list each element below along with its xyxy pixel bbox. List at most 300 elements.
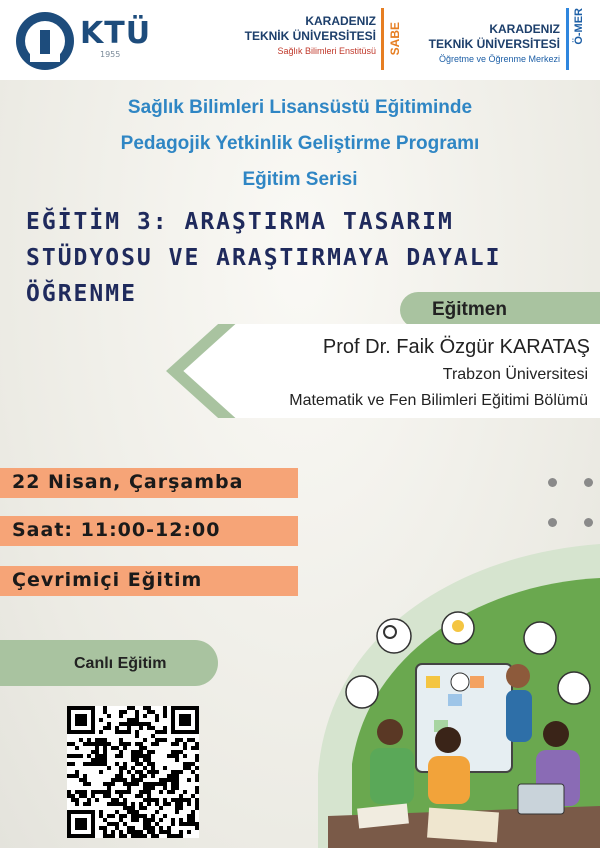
dot [548,518,557,527]
event-mode: Çevrimiçi Eğitim [12,569,203,591]
program-line3: Eğitim Serisi [242,169,358,190]
qr-module [75,798,79,802]
qr-module [167,802,171,806]
qr-module [91,762,95,766]
qr-module [131,802,135,806]
qr-module [171,750,175,754]
qr-module [175,754,179,758]
qr-module [111,822,115,826]
qr-module [195,826,199,830]
qr-module [139,794,143,798]
qr-module [111,830,115,834]
qr-module [71,774,75,778]
qr-code[interactable] [67,706,199,838]
qr-module [195,766,199,770]
qr-module [95,746,99,750]
qr-module [103,830,107,834]
qr-module [191,818,195,822]
microscope-bubble-icon [558,672,590,704]
qr-module [171,754,175,758]
qr-module [163,798,167,802]
qr-module [119,738,123,742]
qr-module [175,742,179,746]
qr-module [115,746,119,750]
ktu-logo-text: KTÜ [80,16,152,51]
qr-module [103,738,107,742]
qr-module [143,834,147,838]
qr-module [147,754,151,758]
qr-module [119,790,123,794]
qr-module [195,754,199,758]
qr-module [103,750,107,754]
qr-module [107,794,111,798]
qr-module [95,758,99,762]
mode-bar [0,566,298,596]
qr-module [99,738,103,742]
qr-module [99,754,103,758]
qr-module [151,762,155,766]
qr-module [143,814,147,818]
qr-module [147,722,151,726]
qr-module [67,754,71,758]
qr-finder [75,714,87,726]
qr-module [103,754,107,758]
qr-module [131,818,135,822]
qr-module [127,726,131,730]
qr-module [131,774,135,778]
qr-module [119,766,123,770]
sabe-line2: TEKNİK ÜNİVERSİTESİ [244,29,376,43]
qr-module [131,758,135,762]
qr-module [123,746,127,750]
qr-module [127,830,131,834]
omer-sub: Öğretme ve Öğrenme Merkezi [438,54,560,64]
qr-module [175,778,179,782]
qr-module [151,786,155,790]
qr-module [139,754,143,758]
qr-module [99,814,103,818]
qr-module [163,786,167,790]
qr-module [151,774,155,778]
qr-module [91,790,95,794]
qr-module [135,758,139,762]
qr-module [179,770,183,774]
qr-module [155,810,159,814]
qr-module [191,794,195,798]
qr-module [103,818,107,822]
qr-module [95,742,99,746]
qr-module [171,822,175,826]
qr-module [95,762,99,766]
lightbulb-icon [452,620,464,632]
qr-module [151,798,155,802]
qr-module [183,798,187,802]
qr-module [159,830,163,834]
qr-module [75,790,79,794]
qr-module [151,834,155,838]
qr-module [171,834,175,838]
qr-module [163,726,167,730]
qr-module [107,714,111,718]
qr-module [155,834,159,838]
omer-institution [412,22,560,66]
qr-module [107,790,111,794]
qr-module [167,778,171,782]
qr-module [99,770,103,774]
qr-module [91,758,95,762]
qr-module [155,802,159,806]
qr-module [183,762,187,766]
qr-module [155,770,159,774]
qr-module [99,742,103,746]
qr-module [155,738,159,742]
qr-module [159,826,163,830]
person-head [377,719,403,745]
qr-module [111,802,115,806]
qr-module [175,758,179,762]
person-head [506,664,530,688]
qr-module [151,726,155,730]
qr-module [135,714,139,718]
qr-module [147,782,151,786]
qr-module [191,810,195,814]
qr-module [151,770,155,774]
qr-module [99,730,103,734]
qr-module [175,810,179,814]
qr-module [111,798,115,802]
qr-module [195,802,199,806]
sabe-tag: SABE [388,22,402,56]
qr-module [143,738,147,742]
qr-module [179,802,183,806]
qr-module [131,810,135,814]
qr-module [167,834,171,838]
event-time: Saat: 11:00-12:00 [12,519,221,541]
qr-module [163,778,167,782]
qr-module [147,786,151,790]
qr-module [163,802,167,806]
omer-divider [566,8,569,70]
qr-module [119,742,123,746]
qr-module [163,738,167,742]
qr-module [187,762,191,766]
qr-module [179,738,183,742]
qr-module [191,762,195,766]
qr-module [135,818,139,822]
qr-module [171,770,175,774]
qr-module [147,826,151,830]
qr-module [131,750,135,754]
qr-module [115,762,119,766]
trainer-university: Trabzon Üniversitesi [442,366,588,383]
qr-module [123,790,127,794]
qr-module [67,790,71,794]
qr-module [115,726,119,730]
qr-module [83,774,87,778]
qr-module [139,778,143,782]
qr-module [187,814,191,818]
qr-module [119,834,123,838]
qr-module [95,750,99,754]
qr-module [159,806,163,810]
qr-module [87,798,91,802]
qr-module [159,818,163,822]
qr-module [195,774,199,778]
qr-module [159,790,163,794]
qr-module [111,782,115,786]
qr-module [139,834,143,838]
qr-module [87,754,91,758]
qr-module [195,746,199,750]
time-bar [0,516,298,546]
qr-module [143,746,147,750]
qr-module [131,834,135,838]
qr-module [135,782,139,786]
qr-module [107,722,111,726]
qr-module [127,806,131,810]
sticky-note [470,676,484,688]
qr-module [151,826,155,830]
qr-module [175,738,179,742]
qr-module [127,790,131,794]
qr-module [139,742,143,746]
header [0,0,600,80]
program-line2: Pedagojik Yetkinlik Geliştirme Programı [120,133,480,154]
qr-module [115,778,119,782]
qr-module [103,706,107,710]
qr-module [147,770,151,774]
qr-module [135,718,139,722]
sabe-line1: KARADENIZ [305,14,376,28]
qr-module [163,782,167,786]
qr-module [87,738,91,742]
qr-module [91,750,95,754]
qr-module [187,738,191,742]
qr-module [179,822,183,826]
qr-module [183,746,187,750]
qr-module [127,786,131,790]
ktu-year: 1955 [100,50,121,59]
qr-module [195,778,199,782]
trainer-label: Eğitmen [432,299,507,320]
qr-module [191,814,195,818]
qr-module [135,778,139,782]
qr-module [75,746,79,750]
qr-module [135,734,139,738]
qr-module [171,774,175,778]
qr-module [135,730,139,734]
qr-module [175,786,179,790]
qr-module [131,806,135,810]
person-head [435,727,461,753]
qr-module [155,730,159,734]
qr-module [87,742,91,746]
qr-module [79,738,83,742]
qr-module [171,778,175,782]
qr-module [127,730,131,734]
qr-module [139,802,143,806]
laptop [518,784,564,814]
qr-module [179,750,183,754]
qr-module [171,742,175,746]
qr-module [103,742,107,746]
qr-module [111,814,115,818]
qr-module [111,834,115,838]
training-line2: STÜDYOSU VE ARAŞTIRMAYA DAYALI [26,245,502,271]
qr-module [147,830,151,834]
qr-module [103,746,107,750]
qr-module [119,770,123,774]
qr-module [171,782,175,786]
qr-module [111,778,115,782]
qr-module [143,782,147,786]
qr-module [179,818,183,822]
omer-tag: Ö-MER [573,8,585,45]
qr-module [119,710,123,714]
qr-module [107,766,111,770]
qr-module [131,826,135,830]
dot [548,478,557,487]
qr-module [143,722,147,726]
qr-module [159,730,163,734]
qr-module [79,778,83,782]
qr-module [147,762,151,766]
qr-module [95,790,99,794]
qr-module [127,722,131,726]
qr-module [119,774,123,778]
qr-module [163,730,167,734]
qr-module [135,710,139,714]
qr-module [191,822,195,826]
qr-module [139,774,143,778]
qr-module [127,770,131,774]
omer-line1: KARADENIZ [489,22,560,36]
qr-module [103,758,107,762]
event-date: 22 Nisan, Çarşamba [12,471,244,493]
live-label: Canlı Eğitim [74,655,167,672]
qr-module [171,798,175,802]
qr-module [167,830,171,834]
qr-module [127,810,131,814]
qr-module [143,818,147,822]
sticky-note [426,676,440,688]
qr-module [155,714,159,718]
qr-module [91,742,95,746]
qr-module [123,834,127,838]
qr-module [107,742,111,746]
qr-module [147,790,151,794]
qr-module [155,782,159,786]
qr-module [175,798,179,802]
qr-module [155,822,159,826]
qr-finder [179,714,191,726]
qr-module [123,802,127,806]
qr-module [155,742,159,746]
qr-module [119,714,123,718]
qr-module [163,706,167,710]
qr-module [151,818,155,822]
qr-module [151,830,155,834]
qr-module [187,830,191,834]
dot [584,518,593,527]
qr-module [91,794,95,798]
qr-module [123,722,127,726]
person-body [428,756,470,804]
qr-module [115,822,119,826]
qr-module [67,774,71,778]
qr-module [135,754,139,758]
qr-module [163,814,167,818]
qr-module [119,730,123,734]
qr-module [67,762,71,766]
qr-module [127,742,131,746]
qr-module [187,822,191,826]
qr-module [119,830,123,834]
qr-module [167,826,171,830]
qr-module [143,798,147,802]
qr-module [135,834,139,838]
qr-module [147,758,151,762]
qr-module [151,782,155,786]
qr-module [139,750,143,754]
qr-module [123,762,127,766]
training-line1: EĞİTİM 3: ARAŞTIRMA TASARIM [26,209,454,235]
qr-module [147,798,151,802]
qr-module [191,770,195,774]
qr-module [119,794,123,798]
qr-module [95,754,99,758]
qr-module [183,822,187,826]
qr-module [99,826,103,830]
qr-module [87,762,91,766]
qr-module [167,754,171,758]
qr-module [131,814,135,818]
qr-module [163,714,167,718]
qr-module [83,762,87,766]
omer-line2: TEKNİK ÜNİVERSİTESİ [428,37,560,51]
qr-module [131,722,135,726]
qr-module [187,802,191,806]
qr-module [75,754,79,758]
qr-module [159,782,163,786]
qr-module [115,810,119,814]
qr-module [83,778,87,782]
qr-module [87,802,91,806]
date-bar [0,468,298,498]
qr-module [167,774,171,778]
qr-module [187,778,191,782]
qr-module [119,802,123,806]
qr-module [191,746,195,750]
qr-module [179,798,183,802]
qr-module [195,786,199,790]
qr-module [191,738,195,742]
qr-module [131,830,135,834]
program-line1: Sağlık Bilimleri Lisansüstü Eğitiminde [127,97,473,118]
qr-module [83,802,87,806]
qr-module [183,754,187,758]
qr-module [123,814,127,818]
qr-module [107,814,111,818]
qr-module [115,826,119,830]
qr-finder [75,818,87,830]
qr-module [163,766,167,770]
qr-module [175,774,179,778]
qr-module [151,750,155,754]
qr-module [123,778,127,782]
qr-module [135,810,139,814]
person-head [543,721,569,747]
